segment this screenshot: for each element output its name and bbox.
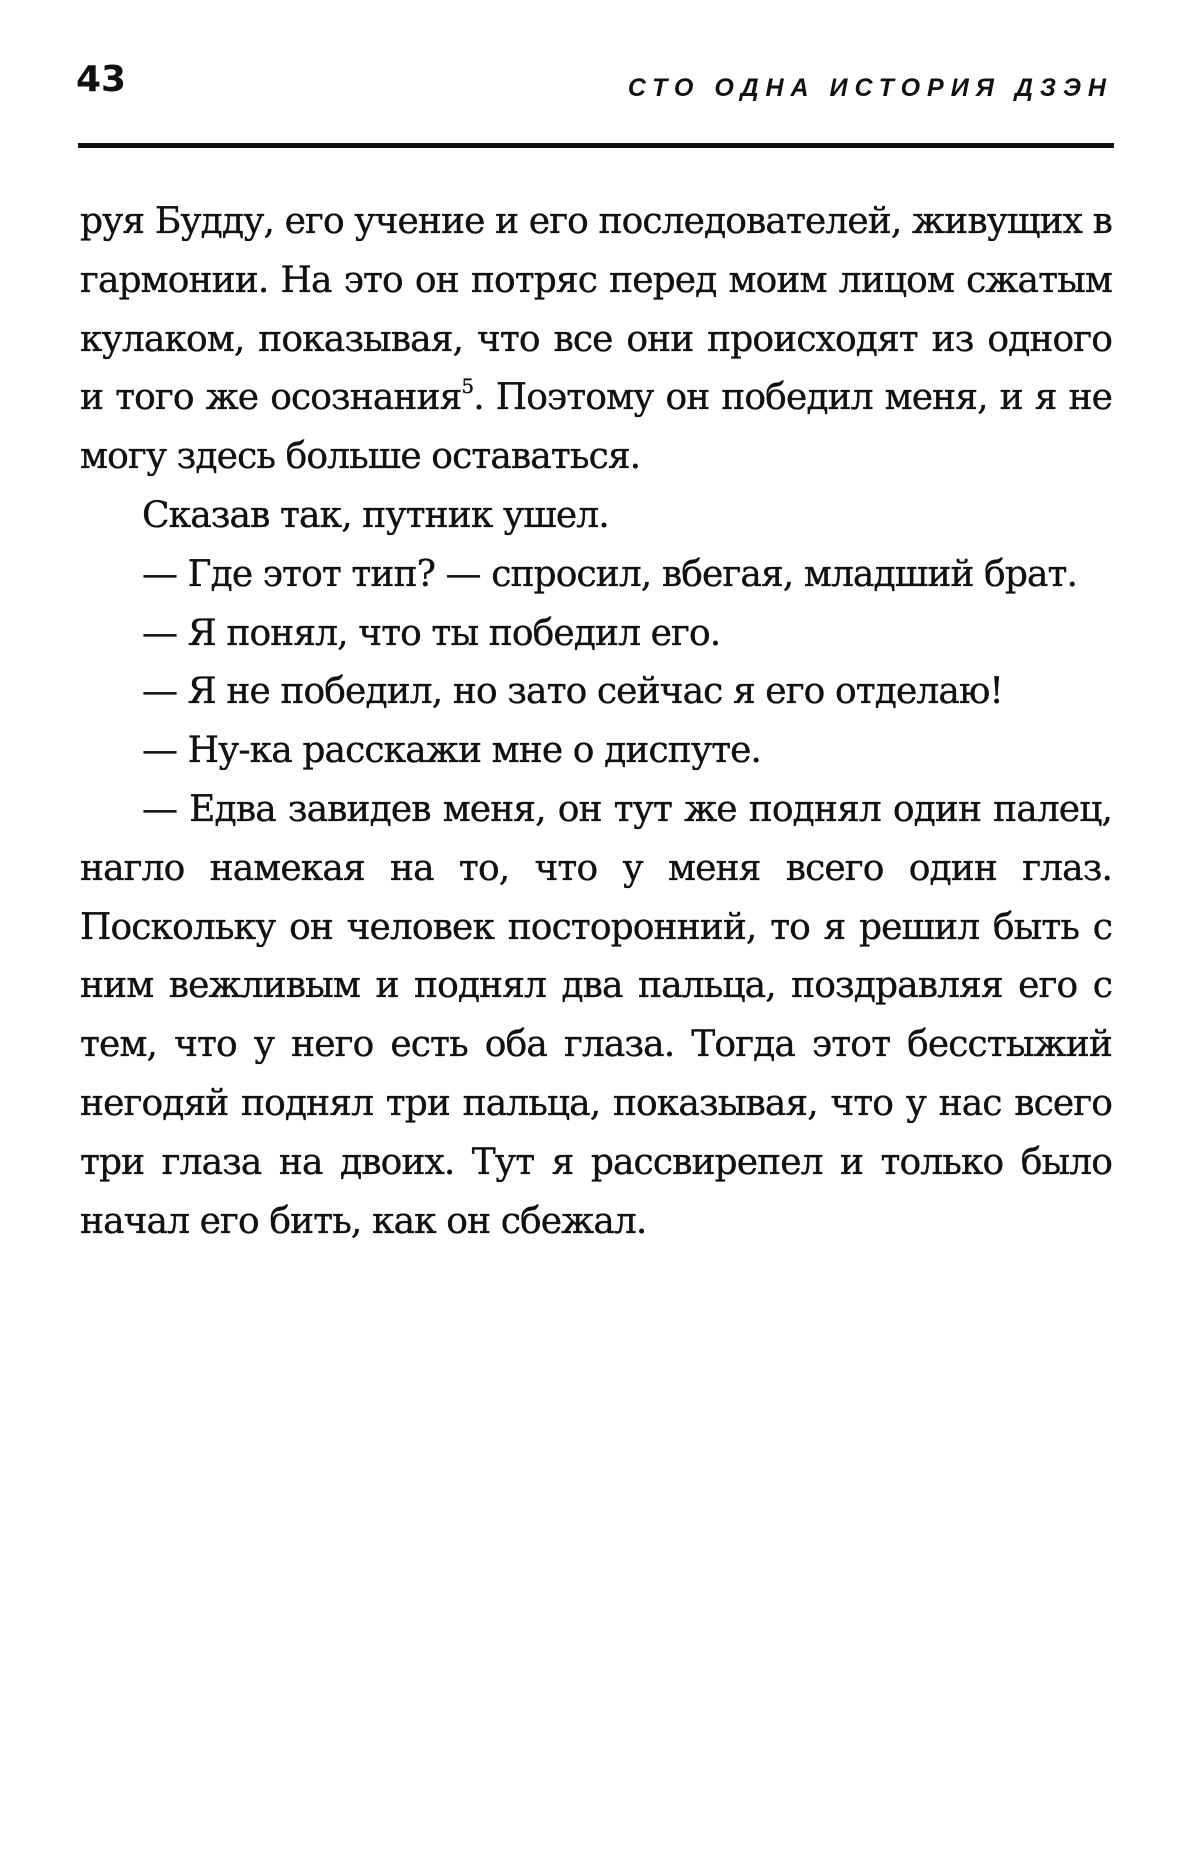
running-title: СТО ОДНА ИСТОРИЯ ДЗЭН	[627, 74, 1113, 102]
paragraph-text: . Поэтому он победил меня, и я не могу здесь больше оставаться.	[80, 377, 1112, 478]
paragraph-narration: Сказав так, путник ушел.	[142, 494, 609, 536]
dialogue-line: — Где этот тип? — спросил, вбегая, младший брат.	[142, 553, 1078, 595]
dialogue-line: — Ну-ка расскажи мне о диспуте.	[142, 730, 762, 772]
body-text	[80, 193, 1112, 1251]
header-rule	[78, 143, 1114, 148]
paragraph-text: руя Будду, его учение и его последователей, живущих в гармонии. На это он потряс перед моим лицом сжатым кулаком, показывая, что все они происходят из одного и того же осознания	[80, 201, 1112, 419]
dialogue-line: — Я не победил, но зато сейчас я его отделаю!	[142, 671, 1003, 713]
dialogue-line: — Едва завидев меня, он тут же поднял один палец, нагло намекая на то, что у меня всего один глаз. Поскольку он человек посторонний, то я решил быть с ним вежливым и поднял два пальца, поздравляя его с тем, что у него есть оба глаза. Тогда этот бесстыжий негодяй поднял три пальца, показывая, что у нас всего три глаза на двоих. Тут я рассвирепел и только было начал его бить, как он сбежал.	[80, 788, 1112, 1242]
dialogue-line: — Я понял, что ты победил его.	[142, 612, 721, 654]
paragraph-continuation	[80, 193, 1112, 487]
page-number: 43	[76, 59, 127, 100]
footnote-ref: 5	[461, 374, 474, 399]
